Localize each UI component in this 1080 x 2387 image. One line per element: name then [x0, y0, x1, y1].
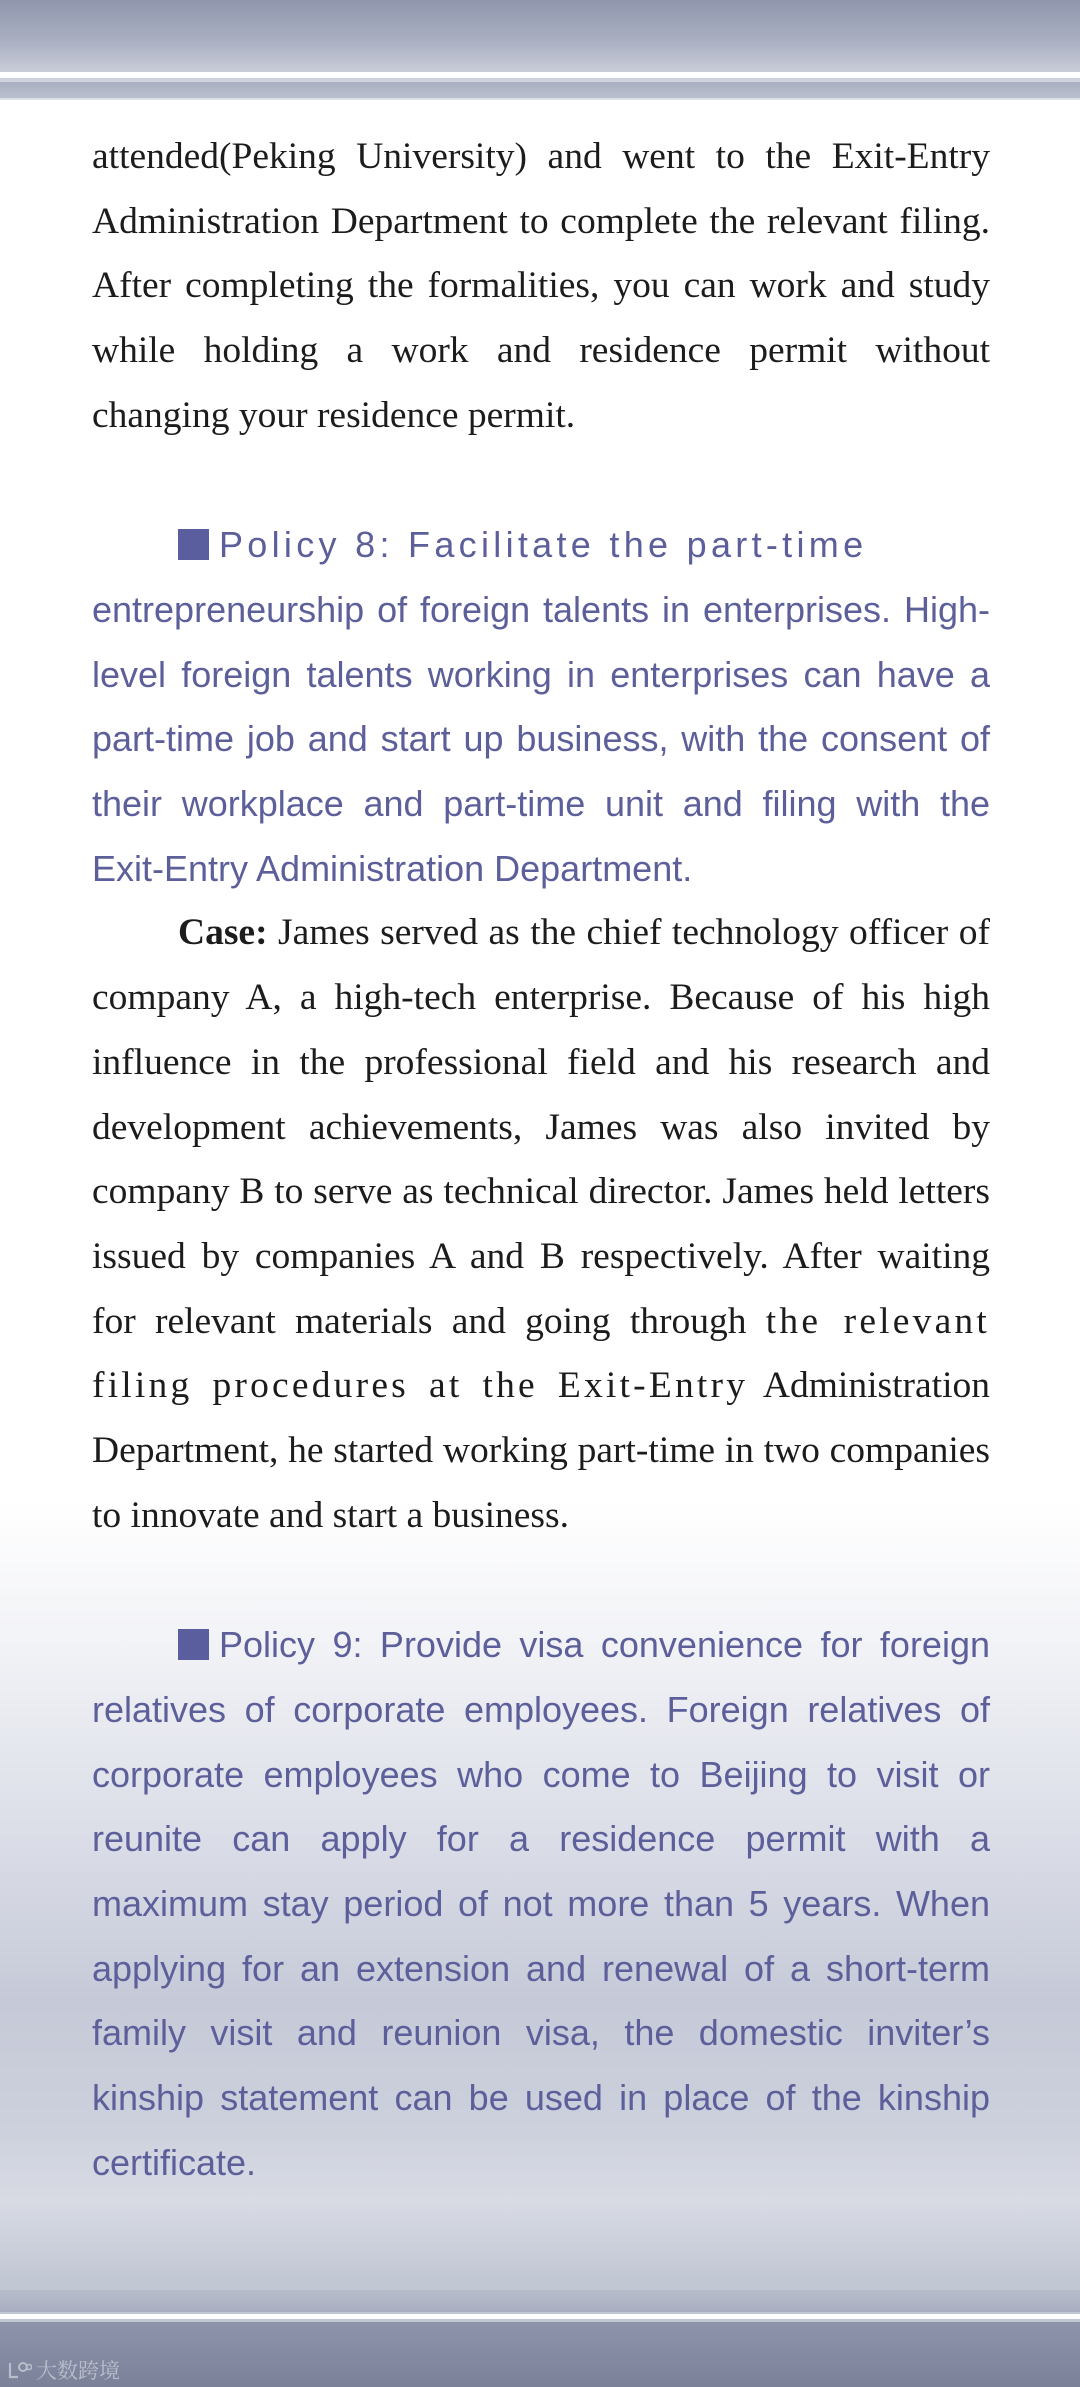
- policy-8-title: Policy 8: Facilitate the part-time: [219, 524, 868, 566]
- policy-9-paragraph: [92, 1613, 990, 2195]
- document-body: [92, 125, 990, 2195]
- paragraph-spacer: [92, 1548, 990, 1613]
- watermark: [6, 2355, 120, 2385]
- policy-bullet-square-icon: [178, 529, 209, 560]
- watermark-logo-icon: [6, 2359, 32, 2381]
- bottom-footer-band: [0, 2322, 1080, 2387]
- intro-paragraph: attended(Peking University) and went to the Exit-Entry Administration Department to complete the relevant filing. After completing the formalities, you can work and study while holding a work and residence permit without changing your residence permit.: [92, 136, 990, 436]
- watermark-text: 大数跨境: [36, 2359, 120, 2383]
- policy-8-heading: [92, 513, 990, 578]
- case-text-part2: Administration Department, he started working part-time in two companies to innovate and start a business.: [92, 1365, 990, 1536]
- top-divider-band: [0, 82, 1080, 98]
- top-divider-line: [0, 72, 1080, 78]
- policy-bullet-square-icon: [178, 1629, 209, 1660]
- policy-9-text: Policy 9: Provide visa convenience for foreign relatives of corporate employees. Foreign relatives of corporate employees who come to Beijing to visit or reunite can apply for a residence permit with a maximum stay period of not more than 5 years. When applying for an extension and renewal of a short-term family visit and reunion visa, the domestic inviter’s kinship statement can be used in place of the kinship certificate.: [92, 1624, 990, 2183]
- case-label: Case:: [178, 912, 268, 954]
- bottom-divider-line: [0, 2314, 1080, 2319]
- paragraph-spacer: [92, 449, 990, 514]
- case-text-part1: James served as the chief technology officer of company A, a high-tech enterprise. Because of his high influence in the professional field and his research and development achievements, James was also invited by company B to serve as technical director. James held letters issued by companies A and B respectively. After waiting for relevant materials and going through: [92, 912, 990, 1342]
- policy-8-body: entrepreneurship of foreign talents in enterprises. High-level foreign talents working in enterprises can have a part-time job and start up business, with the consent of their workplace and part-time unit and filing with the Exit-Entry Administration Department.: [92, 588, 990, 889]
- case-paragraph: [92, 901, 990, 1548]
- case-text-wide-line: the relevant filing procedures at the Exit-Entry: [92, 1300, 990, 1407]
- bottom-divider-band: [0, 2290, 1080, 2312]
